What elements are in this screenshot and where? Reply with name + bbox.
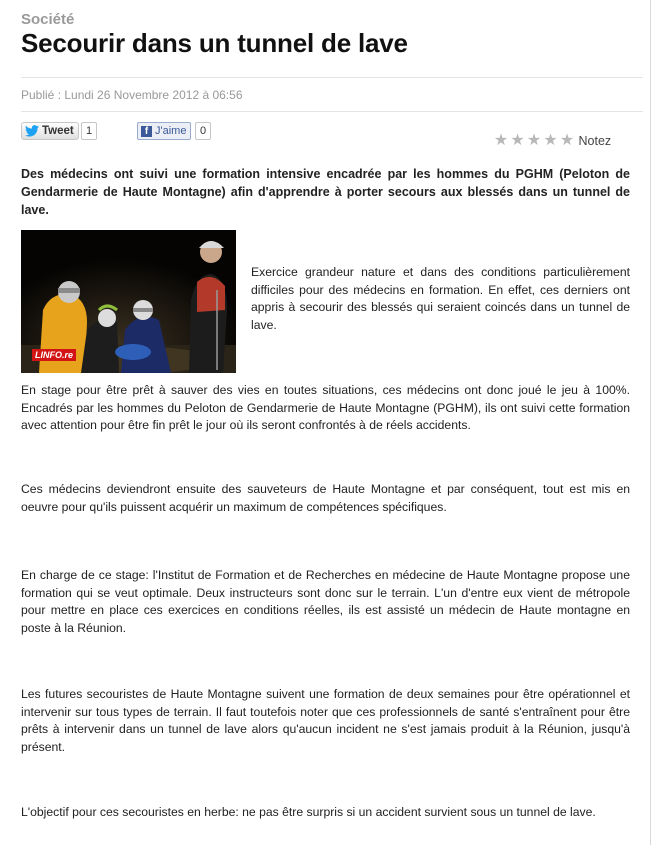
star-icon[interactable]: ★	[559, 132, 575, 149]
page-border	[650, 0, 651, 845]
article-photo	[21, 230, 236, 373]
paragraph: En charge de ce stage: l'Institut de Formation et de Recherches en médecine de Haute Montagne propose une formation qui se veut optimale. Deux instructeurs sont donc sur le terrain. L'un d'entre eux vient de métropole pour mettre en place ces exercices en conditions réelles, ils est assisté un médecin de Haute montagne en poste à la Réunion.	[21, 568, 630, 635]
paragraph: L'objectif pour ces secouristes en herbe: ne pas être surpris si un accident survient sous un tunnel de lave.	[21, 805, 596, 819]
article-title: Secourir dans un tunnel de lave	[21, 28, 408, 58]
category-label[interactable]: Société	[21, 11, 75, 28]
tweet-button[interactable]	[21, 122, 79, 140]
twitter-bird-icon	[25, 125, 39, 137]
star-icon[interactable]: ★	[526, 132, 542, 149]
like-label: J'aime	[155, 125, 187, 137]
star-icon[interactable]: ★	[543, 132, 558, 149]
paragraph: Les futures secouristes de Haute Montagne suivent une formation de deux semaines pour être opérationnel et intervenir sur tous types de terrain. Il faut toutefois noter que ces professionnels de santé s'entraînent pour être prêts à intervenir dans un tunnel de lave alors qu'aucun incident ne s'est jamais produit à la Réunion, jusqu'à présent.	[21, 687, 630, 754]
facebook-icon: f	[141, 126, 152, 137]
divider	[21, 111, 643, 112]
like-count: 0	[195, 122, 211, 140]
image-caption: Exercice grandeur nature et dans des conditions particulièrement difficiles pour des médecins en formation. En effet, ces derniers ont appris à secourir des blessés qui seraient coincés dans un tunnel de lave.	[251, 265, 630, 332]
star-icon[interactable]: ★	[493, 132, 509, 149]
paragraph: Ces médecins deviendront ensuite des sauveteurs de Haute Montagne et par conséquent, tout est mis en oeuvre pour qu'ils puissent acquérir un maximum de compétences spécifiques.	[21, 482, 630, 514]
paragraph: En stage pour être prêt à sauver des vies en toutes situations, ces médecins ont donc joué le jeu à 100%. Encadrés par les hommes du Peloton de Gendarmerie de Haute Montagne (PGHM), ils ont suivi cette formation avec attention pour être fin prêt le jour où ils seront confrontés à de réels accidents.	[21, 383, 630, 433]
divider	[21, 77, 643, 78]
star-icon[interactable]: ★	[510, 132, 525, 149]
rating-label: Notez	[578, 134, 612, 148]
like-button[interactable]	[137, 122, 191, 140]
tweet-count: 1	[81, 122, 97, 140]
rating-widget	[493, 133, 611, 149]
site-logo: LINFO.re	[32, 349, 76, 361]
tweet-label: Tweet	[42, 125, 74, 137]
article-lead: Des médecins ont suivi une formation intensive encadrée par les hommes du PGHM (Peloton de Gendarmerie de Haute Montagne) afin d'apprendre à porter secours aux blessés dans un tunnel de lave.	[21, 167, 630, 217]
publish-date: Publié : Lundi 26 Novembre 2012 à 06:56	[21, 88, 243, 102]
